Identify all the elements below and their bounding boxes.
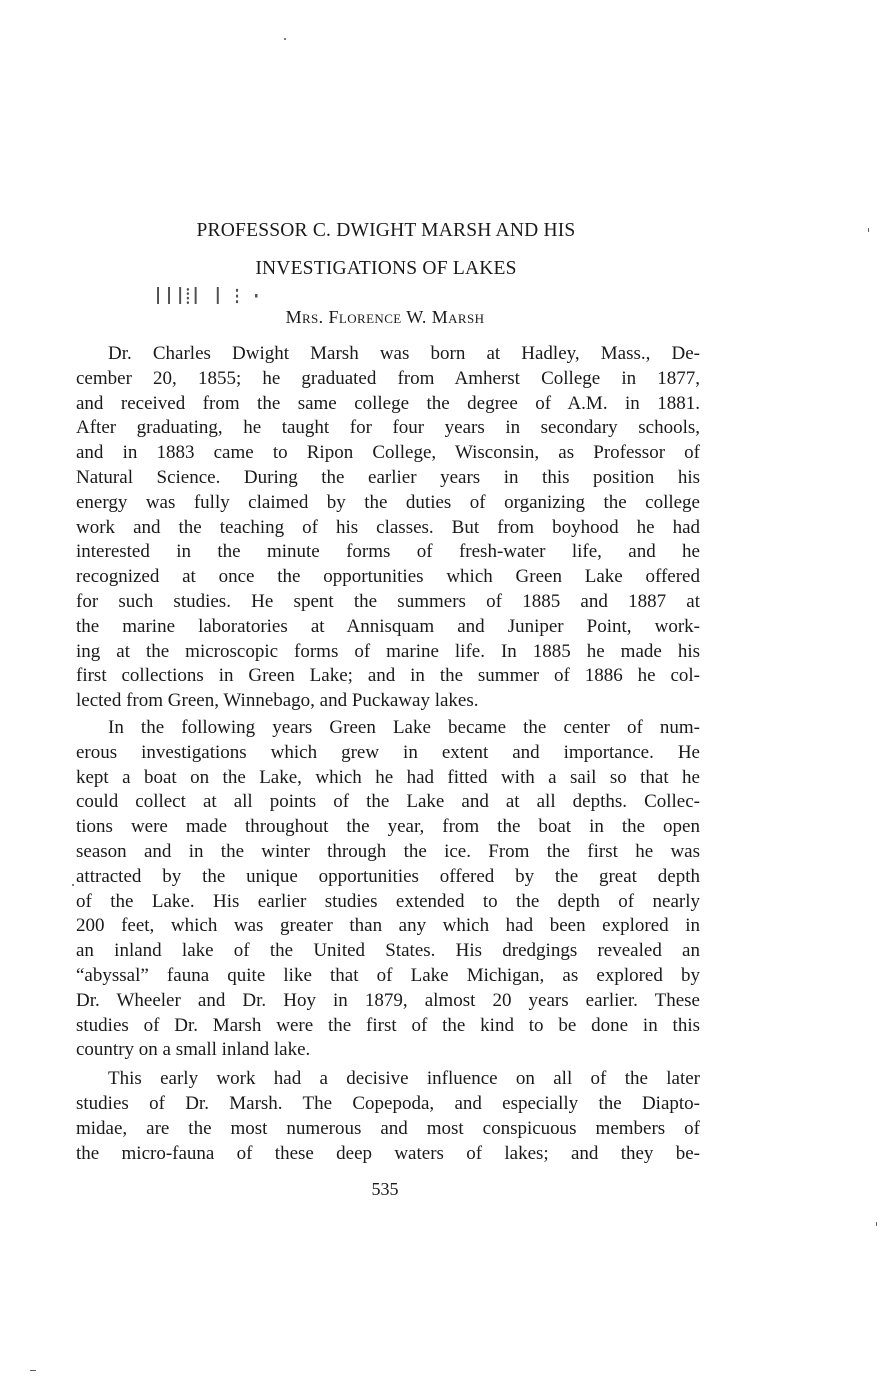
text-line: an inland lake of the United States. His dredgings revealed an xyxy=(76,940,700,962)
body-text xyxy=(76,342,700,1166)
text-line: work and the teaching of his classes. But from boyhood he had xyxy=(76,516,700,538)
article-title-line-1: PROFESSOR C. DWIGHT MARSH AND HIS xyxy=(196,220,576,241)
text-line: “abyssal” fauna quite like that of Lake Michigan, as explored by xyxy=(76,964,700,986)
scan-speck xyxy=(30,1370,36,1371)
text-line: could collect at all points of the Lake and at all depths. Collec- xyxy=(76,791,700,813)
text-line: the marine laboratories at Annisquam and Juniper Point, work- xyxy=(76,615,700,637)
paragraph-3 xyxy=(76,1067,700,1166)
library-stamp-mark: ǀǀǀ⁞ǀ ǀ ⁝ · xyxy=(152,282,262,310)
text-line: cember 20, 1855; he graduated from Amherst College in 1877, xyxy=(76,367,700,389)
scan-speck xyxy=(72,884,74,886)
text-line: of the Lake. His earlier studies extended to the depth of nearly xyxy=(76,890,700,912)
scan-speck xyxy=(876,1222,877,1226)
page-number: 535 xyxy=(371,1179,399,1199)
text-line: ing at the microscopic forms of marine life. In 1885 he made his xyxy=(76,640,700,662)
text-line: first collections in Green Lake; and in the summer of 1886 he col- xyxy=(76,665,700,687)
text-line: studies of Dr. Marsh were the first of the kind to be done in this xyxy=(76,1014,700,1036)
text-line: midae, are the most numerous and most conspicuous members of xyxy=(76,1117,700,1139)
text-line: recognized at once the opportunities which Green Lake offered xyxy=(76,566,700,588)
text-line: and in 1883 came to Ripon College, Wisconsin, as Professor of xyxy=(76,442,700,464)
text-line: Natural Science. During the earlier years in this position his xyxy=(76,466,700,488)
text-line: This early work had a decisive influence on all of the later xyxy=(108,1068,700,1090)
scan-speck xyxy=(868,228,869,232)
text-line: After graduating, he taught for four years in secondary schools, xyxy=(76,417,700,439)
text-line: attracted by the unique opportunities offered by the great depth xyxy=(76,865,700,887)
text-line: season and in the winter through the ice. From the first he was xyxy=(76,840,700,862)
text-line: country on a small inland lake. xyxy=(76,1039,311,1061)
text-line: lected from Green, Winnebago, and Puckaway lakes. xyxy=(76,690,479,712)
text-line: and received from the same college the degree of A.M. in 1881. xyxy=(76,392,700,414)
text-line: Dr. Charles Dwight Marsh was born at Hadley, Mass., De- xyxy=(108,343,700,364)
text-line: tions were made throughout the year, from the boat in the open xyxy=(76,816,700,838)
text-line: kept a boat on the Lake, which he had fitted with a sail so that he xyxy=(76,766,700,788)
text-line: for such studies. He spent the summers of 1885 and 1887 at xyxy=(76,590,700,612)
text-line: studies of Dr. Marsh. The Copepoda, and especially the Diapto- xyxy=(76,1092,700,1114)
text-line: erous investigations which grew in extent and importance. He xyxy=(76,741,700,763)
article-title-line-2: INVESTIGATIONS OF LAKES xyxy=(255,258,517,279)
paragraph-2 xyxy=(76,716,700,1063)
author-byline: Mrs. Florence W. Marsh xyxy=(285,307,485,327)
text-line: energy was fully claimed by the duties of organizing the college xyxy=(76,491,700,513)
paragraph-1 xyxy=(76,342,700,714)
text-line: the micro-fauna of these deep waters of lakes; and they be- xyxy=(76,1142,700,1164)
text-line: In the following years Green Lake became the center of num- xyxy=(108,716,700,738)
text-line: 200 feet, which was greater than any which had been explored in xyxy=(76,915,700,937)
text-line: Dr. Wheeler and Dr. Hoy in 1879, almost 20 years earlier. These xyxy=(76,989,700,1011)
text-line: interested in the minute forms of fresh-water life, and he xyxy=(76,541,700,563)
scan-speck xyxy=(284,38,286,40)
